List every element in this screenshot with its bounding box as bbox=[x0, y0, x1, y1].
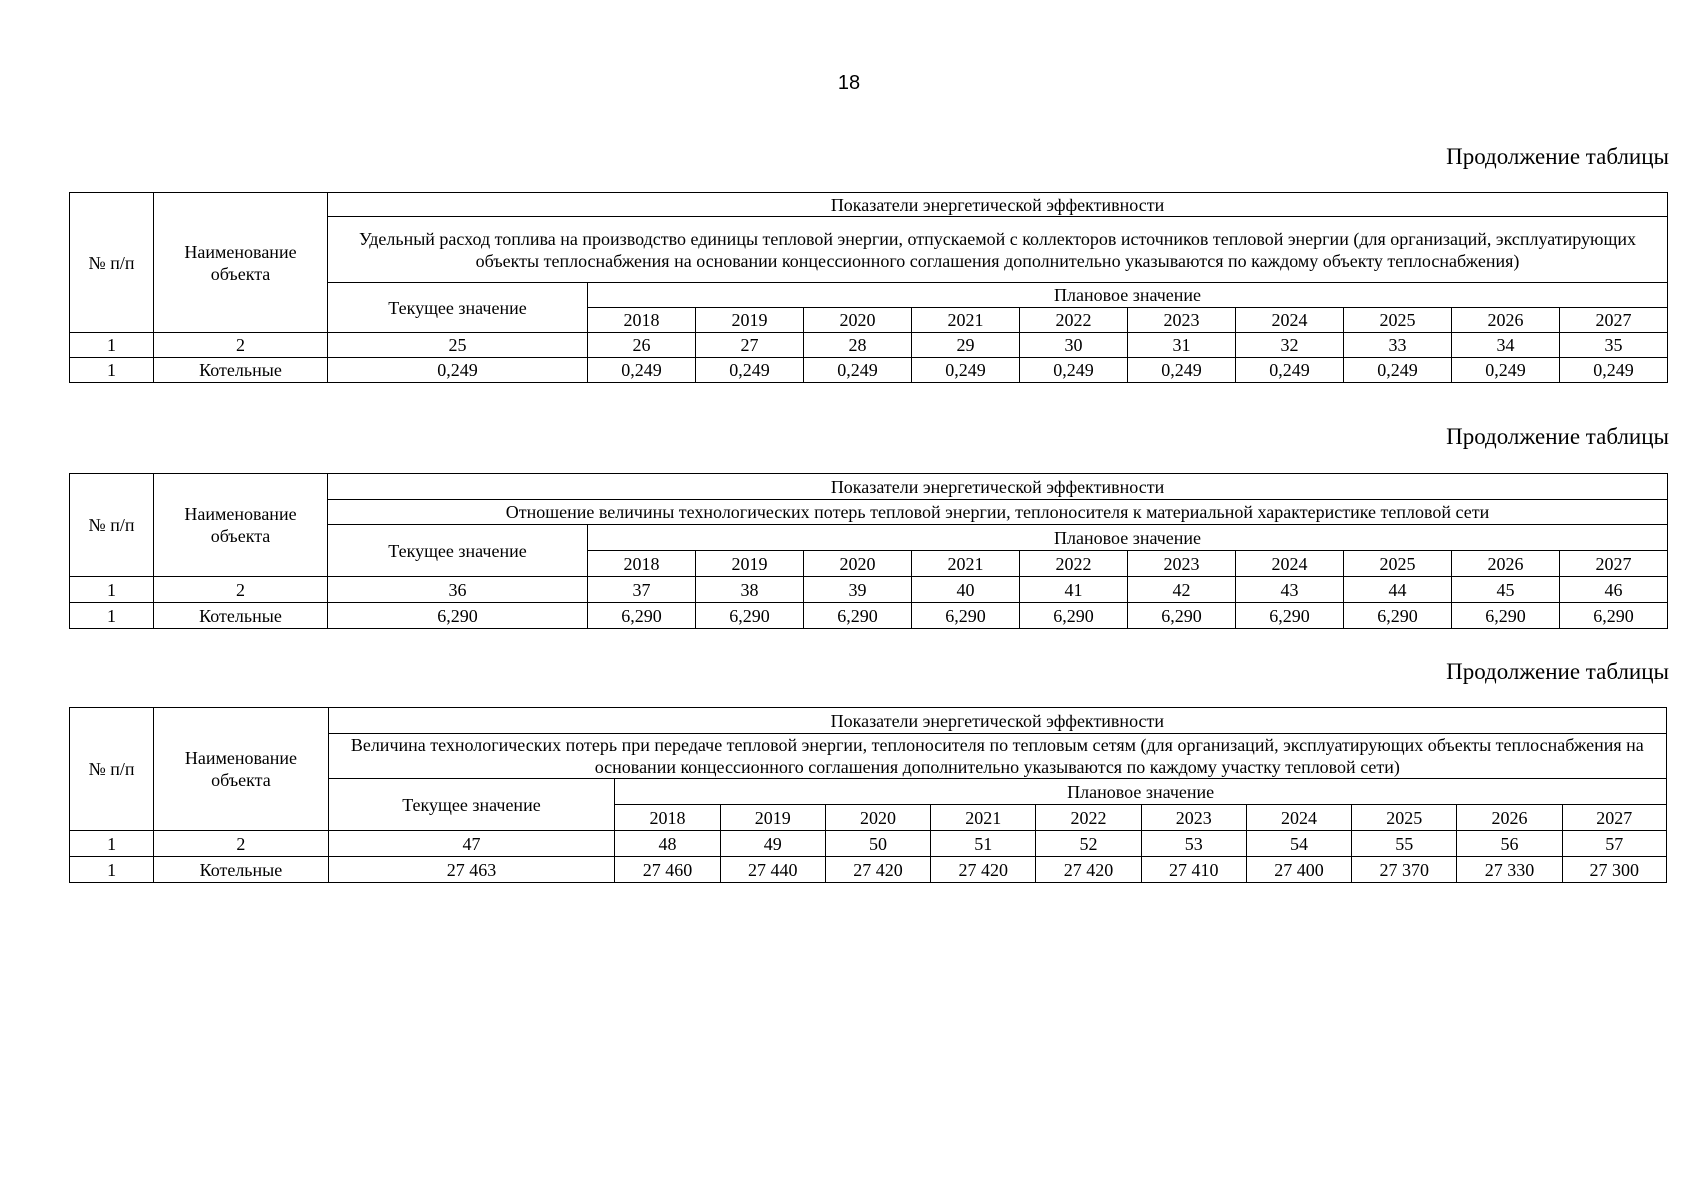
table-cell: 42 bbox=[1128, 577, 1236, 603]
header-plan: Плановое значение bbox=[615, 779, 1667, 805]
table-cell: 6,290 bbox=[912, 603, 1020, 629]
header-number: № п/п bbox=[70, 474, 154, 577]
year-cell: 2019 bbox=[696, 308, 804, 333]
table-cell: 6,290 bbox=[1236, 603, 1344, 629]
year-cell: 2024 bbox=[1236, 308, 1344, 333]
table-cell: 38 bbox=[696, 577, 804, 603]
header-plan: Плановое значение bbox=[588, 525, 1668, 551]
year-cell: 2025 bbox=[1352, 805, 1457, 831]
table-cell: 27 400 bbox=[1246, 857, 1351, 883]
table-cell: 27 330 bbox=[1457, 857, 1562, 883]
header-name: Наименование объекта bbox=[154, 474, 328, 577]
year-cell: 2027 bbox=[1560, 551, 1668, 577]
table-cell: 27 463 bbox=[328, 857, 615, 883]
table-cell: 6,290 bbox=[1128, 603, 1236, 629]
indicator-table bbox=[69, 192, 1668, 383]
year-cell: 2020 bbox=[804, 308, 912, 333]
table-cell: 31 bbox=[1128, 333, 1236, 358]
table-cell: 0,249 bbox=[328, 358, 588, 383]
header-current: Текущее значение bbox=[328, 779, 615, 831]
table-cell: 27 420 bbox=[825, 857, 930, 883]
table-cell: 28 bbox=[804, 333, 912, 358]
header-name: Наименование объекта bbox=[154, 193, 328, 333]
table-cell: 56 bbox=[1457, 831, 1562, 857]
table-cell: 2 bbox=[154, 831, 328, 857]
year-cell: 2023 bbox=[1141, 805, 1246, 831]
table-cell: 6,290 bbox=[328, 603, 588, 629]
header-current: Текущее значение bbox=[328, 525, 588, 577]
table-cell: 0,249 bbox=[696, 358, 804, 383]
table-cell: 1 bbox=[70, 831, 154, 857]
table-cell: 55 bbox=[1352, 831, 1457, 857]
table-cell: 40 bbox=[912, 577, 1020, 603]
table-cell: 0,249 bbox=[804, 358, 912, 383]
year-cell: 2026 bbox=[1452, 308, 1560, 333]
table-cell: 6,290 bbox=[588, 603, 696, 629]
table-cell: 27 460 bbox=[615, 857, 720, 883]
continuation-label: Продолжение таблицы bbox=[1446, 144, 1669, 169]
table-cell: 0,249 bbox=[1560, 358, 1668, 383]
year-cell: 2019 bbox=[720, 805, 825, 831]
year-cell: 2023 bbox=[1128, 308, 1236, 333]
table-cell: 45 bbox=[1452, 577, 1560, 603]
indicator-table bbox=[69, 473, 1668, 629]
numbering-row bbox=[70, 831, 1667, 857]
table-cell: 30 bbox=[1020, 333, 1128, 358]
header-indicator: Отношение величины технологических потерь тепловой энергии, теплоносителя к материальной характеристике тепловой сети bbox=[328, 500, 1668, 525]
indicator-table bbox=[69, 707, 1667, 883]
table-cell: 51 bbox=[931, 831, 1036, 857]
table-cell: 0,249 bbox=[1344, 358, 1452, 383]
header-number: № п/п bbox=[70, 708, 154, 831]
table-cell: 41 bbox=[1020, 577, 1128, 603]
table-cell: 6,290 bbox=[804, 603, 912, 629]
table-cell: 44 bbox=[1344, 577, 1452, 603]
table-cell: 33 bbox=[1344, 333, 1452, 358]
year-cell: 2022 bbox=[1020, 551, 1128, 577]
table-row bbox=[70, 857, 1667, 883]
table-cell: 50 bbox=[825, 831, 930, 857]
table-cell: 36 bbox=[328, 577, 588, 603]
year-cell: 2025 bbox=[1344, 308, 1452, 333]
table-cell: 27 bbox=[696, 333, 804, 358]
table-cell: 27 410 bbox=[1141, 857, 1246, 883]
table-cell: 54 bbox=[1246, 831, 1351, 857]
table-row bbox=[70, 603, 1668, 629]
table-cell: 29 bbox=[912, 333, 1020, 358]
table-cell: 27 300 bbox=[1562, 857, 1666, 883]
year-cell: 2020 bbox=[825, 805, 930, 831]
page-number: 18 bbox=[837, 72, 861, 94]
table-cell: 34 bbox=[1452, 333, 1560, 358]
table-cell: 43 bbox=[1236, 577, 1344, 603]
year-cell: 2021 bbox=[931, 805, 1036, 831]
continuation-label: Продолжение таблицы bbox=[1446, 659, 1669, 684]
table-cell: 39 bbox=[804, 577, 912, 603]
table-cell: 57 bbox=[1562, 831, 1666, 857]
year-cell: 2022 bbox=[1036, 805, 1141, 831]
table-cell: 0,249 bbox=[1128, 358, 1236, 383]
year-cell: 2026 bbox=[1457, 805, 1562, 831]
header-indicator: Удельный расход топлива на производство единицы тепловой энергии, отпускаемой с коллекторов источников тепловой энергии (для организаций, эксплуатирующих объекты теплоснабжения на основании концессионного соглашения дополнительно указываются по каждому объекту теплоснабжения) bbox=[328, 217, 1668, 283]
year-cell: 2023 bbox=[1128, 551, 1236, 577]
table-cell: 0,249 bbox=[1452, 358, 1560, 383]
year-cell: 2018 bbox=[588, 551, 696, 577]
table-cell: 6,290 bbox=[1560, 603, 1668, 629]
table-cell: 6,290 bbox=[696, 603, 804, 629]
table-cell: 37 bbox=[588, 577, 696, 603]
header-number: № п/п bbox=[70, 193, 154, 333]
header-plan: Плановое значение bbox=[588, 283, 1668, 308]
year-cell: 2025 bbox=[1344, 551, 1452, 577]
table-cell: Котельные bbox=[154, 857, 328, 883]
table-cell: 2 bbox=[154, 333, 328, 358]
table-row bbox=[70, 358, 1668, 383]
table-cell: 1 bbox=[70, 603, 154, 629]
table-cell: 6,290 bbox=[1452, 603, 1560, 629]
table-cell: 0,249 bbox=[588, 358, 696, 383]
table-cell: 26 bbox=[588, 333, 696, 358]
header-group-title: Показатели энергетической эффективности bbox=[328, 708, 1666, 734]
continuation-label: Продолжение таблицы bbox=[1446, 424, 1669, 449]
table-cell: 6,290 bbox=[1020, 603, 1128, 629]
table-cell: 1 bbox=[70, 857, 154, 883]
header-current: Текущее значение bbox=[328, 283, 588, 333]
table-cell: 46 bbox=[1560, 577, 1668, 603]
table-cell: 6,290 bbox=[1344, 603, 1452, 629]
table-cell: 0,249 bbox=[1020, 358, 1128, 383]
year-cell: 2022 bbox=[1020, 308, 1128, 333]
table-cell: 52 bbox=[1036, 831, 1141, 857]
header-name: Наименование объекта bbox=[154, 708, 328, 831]
table-cell: 27 370 bbox=[1352, 857, 1457, 883]
table-cell: 25 bbox=[328, 333, 588, 358]
year-cell: 2027 bbox=[1560, 308, 1668, 333]
numbering-row bbox=[70, 577, 1668, 603]
table-cell: 27 420 bbox=[931, 857, 1036, 883]
year-cell: 2027 bbox=[1562, 805, 1666, 831]
table-cell: 2 bbox=[154, 577, 328, 603]
table-cell: 47 bbox=[328, 831, 615, 857]
table-cell: 0,249 bbox=[1236, 358, 1344, 383]
table-cell: Котельные bbox=[154, 358, 328, 383]
table-cell: Котельные bbox=[154, 603, 328, 629]
table-cell: 53 bbox=[1141, 831, 1246, 857]
year-cell: 2024 bbox=[1246, 805, 1351, 831]
year-cell: 2026 bbox=[1452, 551, 1560, 577]
table-cell: 1 bbox=[70, 333, 154, 358]
year-cell: 2021 bbox=[912, 308, 1020, 333]
year-cell: 2020 bbox=[804, 551, 912, 577]
year-cell: 2021 bbox=[912, 551, 1020, 577]
numbering-row bbox=[70, 333, 1668, 358]
table-cell: 32 bbox=[1236, 333, 1344, 358]
table-cell: 49 bbox=[720, 831, 825, 857]
table-cell: 1 bbox=[70, 358, 154, 383]
table-cell: 35 bbox=[1560, 333, 1668, 358]
table-cell: 0,249 bbox=[912, 358, 1020, 383]
table-cell: 1 bbox=[70, 577, 154, 603]
header-group-title: Показатели энергетической эффективности bbox=[328, 193, 1668, 217]
header-indicator: Величина технологических потерь при передаче тепловой энергии, теплоносителя по тепловым сетям (для организаций, эксплуатирующих объекты теплоснабжения на основании концессионного соглашения дополнительно указываются по каждому участку тепловой сети) bbox=[328, 734, 1666, 779]
year-cell: 2018 bbox=[615, 805, 720, 831]
year-cell: 2019 bbox=[696, 551, 804, 577]
table-cell: 48 bbox=[615, 831, 720, 857]
table-cell: 27 440 bbox=[720, 857, 825, 883]
header-group-title: Показатели энергетической эффективности bbox=[328, 474, 1668, 500]
year-cell: 2024 bbox=[1236, 551, 1344, 577]
table-cell: 27 420 bbox=[1036, 857, 1141, 883]
year-cell: 2018 bbox=[588, 308, 696, 333]
